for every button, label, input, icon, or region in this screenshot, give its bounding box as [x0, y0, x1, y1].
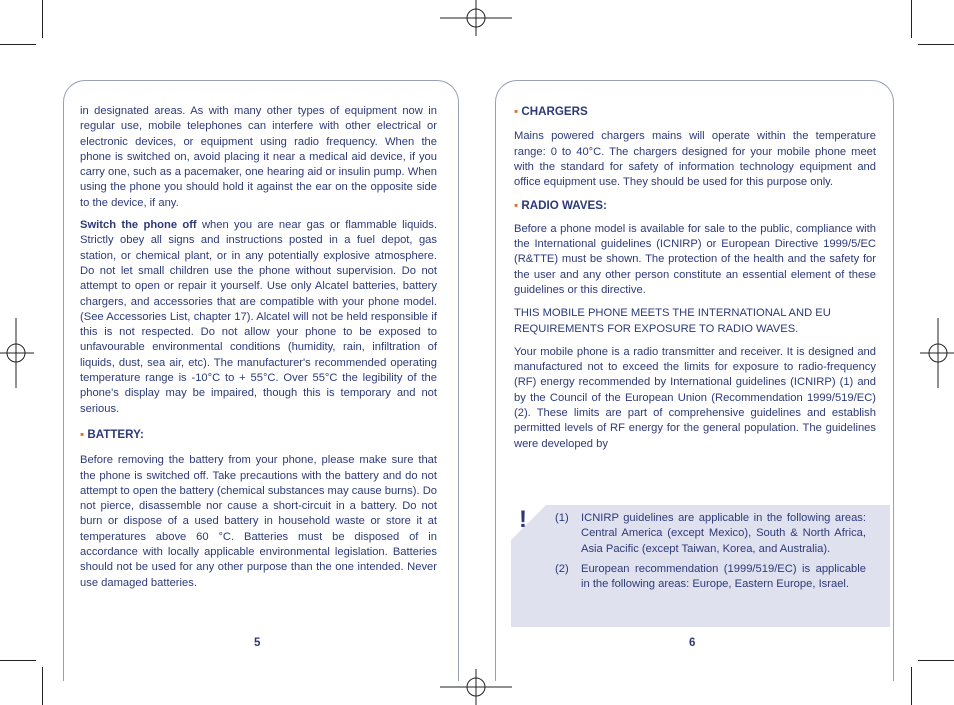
crop-mark	[911, 0, 912, 38]
registration-target-icon	[920, 318, 954, 388]
crop-mark	[918, 660, 954, 661]
crop-mark	[42, 667, 43, 705]
bullet-icon: ▪	[514, 105, 519, 118]
page-number: 6	[689, 637, 696, 649]
bullet-icon: ▪	[80, 427, 85, 441]
left-page-content	[80, 104, 437, 597]
crop-mark	[911, 667, 912, 705]
footnote-list	[555, 511, 866, 597]
chargers-heading: ▪ CHARGERS	[514, 105, 588, 118]
footnote-item: (2) European recommendation (1999/519/EC) is applicable in the following areas: Europe, Eastern Europe, Israel.	[555, 562, 866, 591]
paragraph: Switch the phone off when you are near gas or flammable liquids. Strictly obey all signs and instructions posted in a fuel depot, gas station, or chemical plant, or in any potentially explosive atmosphere. Do not let small children use the phone without supervision. Do not attempt to open or repair it yourself. Use only Alcatel batteries, battery chargers, and accessories that are compatible with your phone model. (See Accessories List, chapter 17). Alcatel will not be held responsible if this is not respected. Do not allow your phone to be exposed to unfavourable environmental conditions (humidity, rain, infiltration of liquids, dust, sea air, etc). The manufacturer's recommended operating temperature range is -10°C to + 55°C. Over 55°C the legibility of the phone's display may be impaired, though this is temporary and not serious.	[80, 219, 437, 415]
paragraph: Before removing the battery from your phone, please make sure that the phone is switched off. Take precautions with the battery and do not attempt to open the battery (chemical substances may cause burns). Do not pierce, disassemble nor cause a short-circuit in a battery. Do not burn or dispose of a used battery in household waste or store it at temperatures above 60 °C. Batteries must be disposed of in accordance with locally applicable environmental legislation. Batteries should not be used for any other purpose than the one intended. Never use damaged batteries.	[80, 454, 437, 589]
paragraph: Mains powered chargers mains will operate within the temperature range: 0 to 40°C. The chargers designed for your mobile phone meet with the standard for safety of information technology equipment and office equipment use. They should be used for this purpose only.	[514, 130, 876, 189]
bold-phrase: Switch the phone off	[80, 219, 197, 232]
crop-mark	[0, 44, 36, 45]
radio-waves-heading: ▪ RADIO WAVES:	[514, 199, 607, 213]
paragraph: Before a phone model is available for sale to the public, compliance with the International guidelines (ICNIRP) or European Directive 1999/5/EC (R&TTE) must be shown. The protection of the health and the safety for the user and any other person constitute an essential element of these guidelines or this directive.	[514, 222, 876, 296]
crop-mark	[42, 0, 43, 38]
registration-target-icon	[440, 0, 512, 36]
battery-heading: ▪ BATTERY:	[80, 427, 144, 441]
crop-mark	[918, 44, 954, 45]
right-page-content	[514, 104, 876, 458]
paragraph: in designated areas. As with many other types of equipment now in regular use, mobile telephones can interfere with other electrical or electronic devices, or equipment using radio frequency. When the phone is switched on, avoid placing it near a medical aid device, if you carry one, such as a pacemaker, one hearing aid or insulin pump. When using the phone you should hold it against the ear on the opposite side to the device, if any.	[80, 105, 437, 209]
crop-mark	[0, 660, 36, 661]
registration-target-icon	[0, 318, 34, 388]
exclamation-icon: !	[519, 506, 527, 533]
bullet-icon: ▪	[514, 199, 519, 213]
paragraph: THIS MOBILE PHONE MEETS THE INTERNATIONAL AND EU REQUIREMENTS FOR EXPOSURE TO RADIO WAVES.	[514, 307, 831, 335]
footnote-item: (1) ICNIRP guidelines are applicable in the following areas: Central America (except Mexico), South & North Africa, Asia Pacific (except Taiwan, Korea, and Australia).	[555, 512, 866, 555]
paragraph: Your mobile phone is a radio transmitter and receiver. It is designed and manufactured not to exceed the limits for exposure to radio-frequency (RF) energy recommended by International guidelines (ICNIRP) (1) and by the Council of the European Union (Recommendation 1999/519/EC) (2). These limits are part of comprehensive guidelines and establish permitted levels of RF energy for the general population. The guidelines were developed by	[514, 345, 876, 450]
page-number: 5	[254, 637, 261, 649]
